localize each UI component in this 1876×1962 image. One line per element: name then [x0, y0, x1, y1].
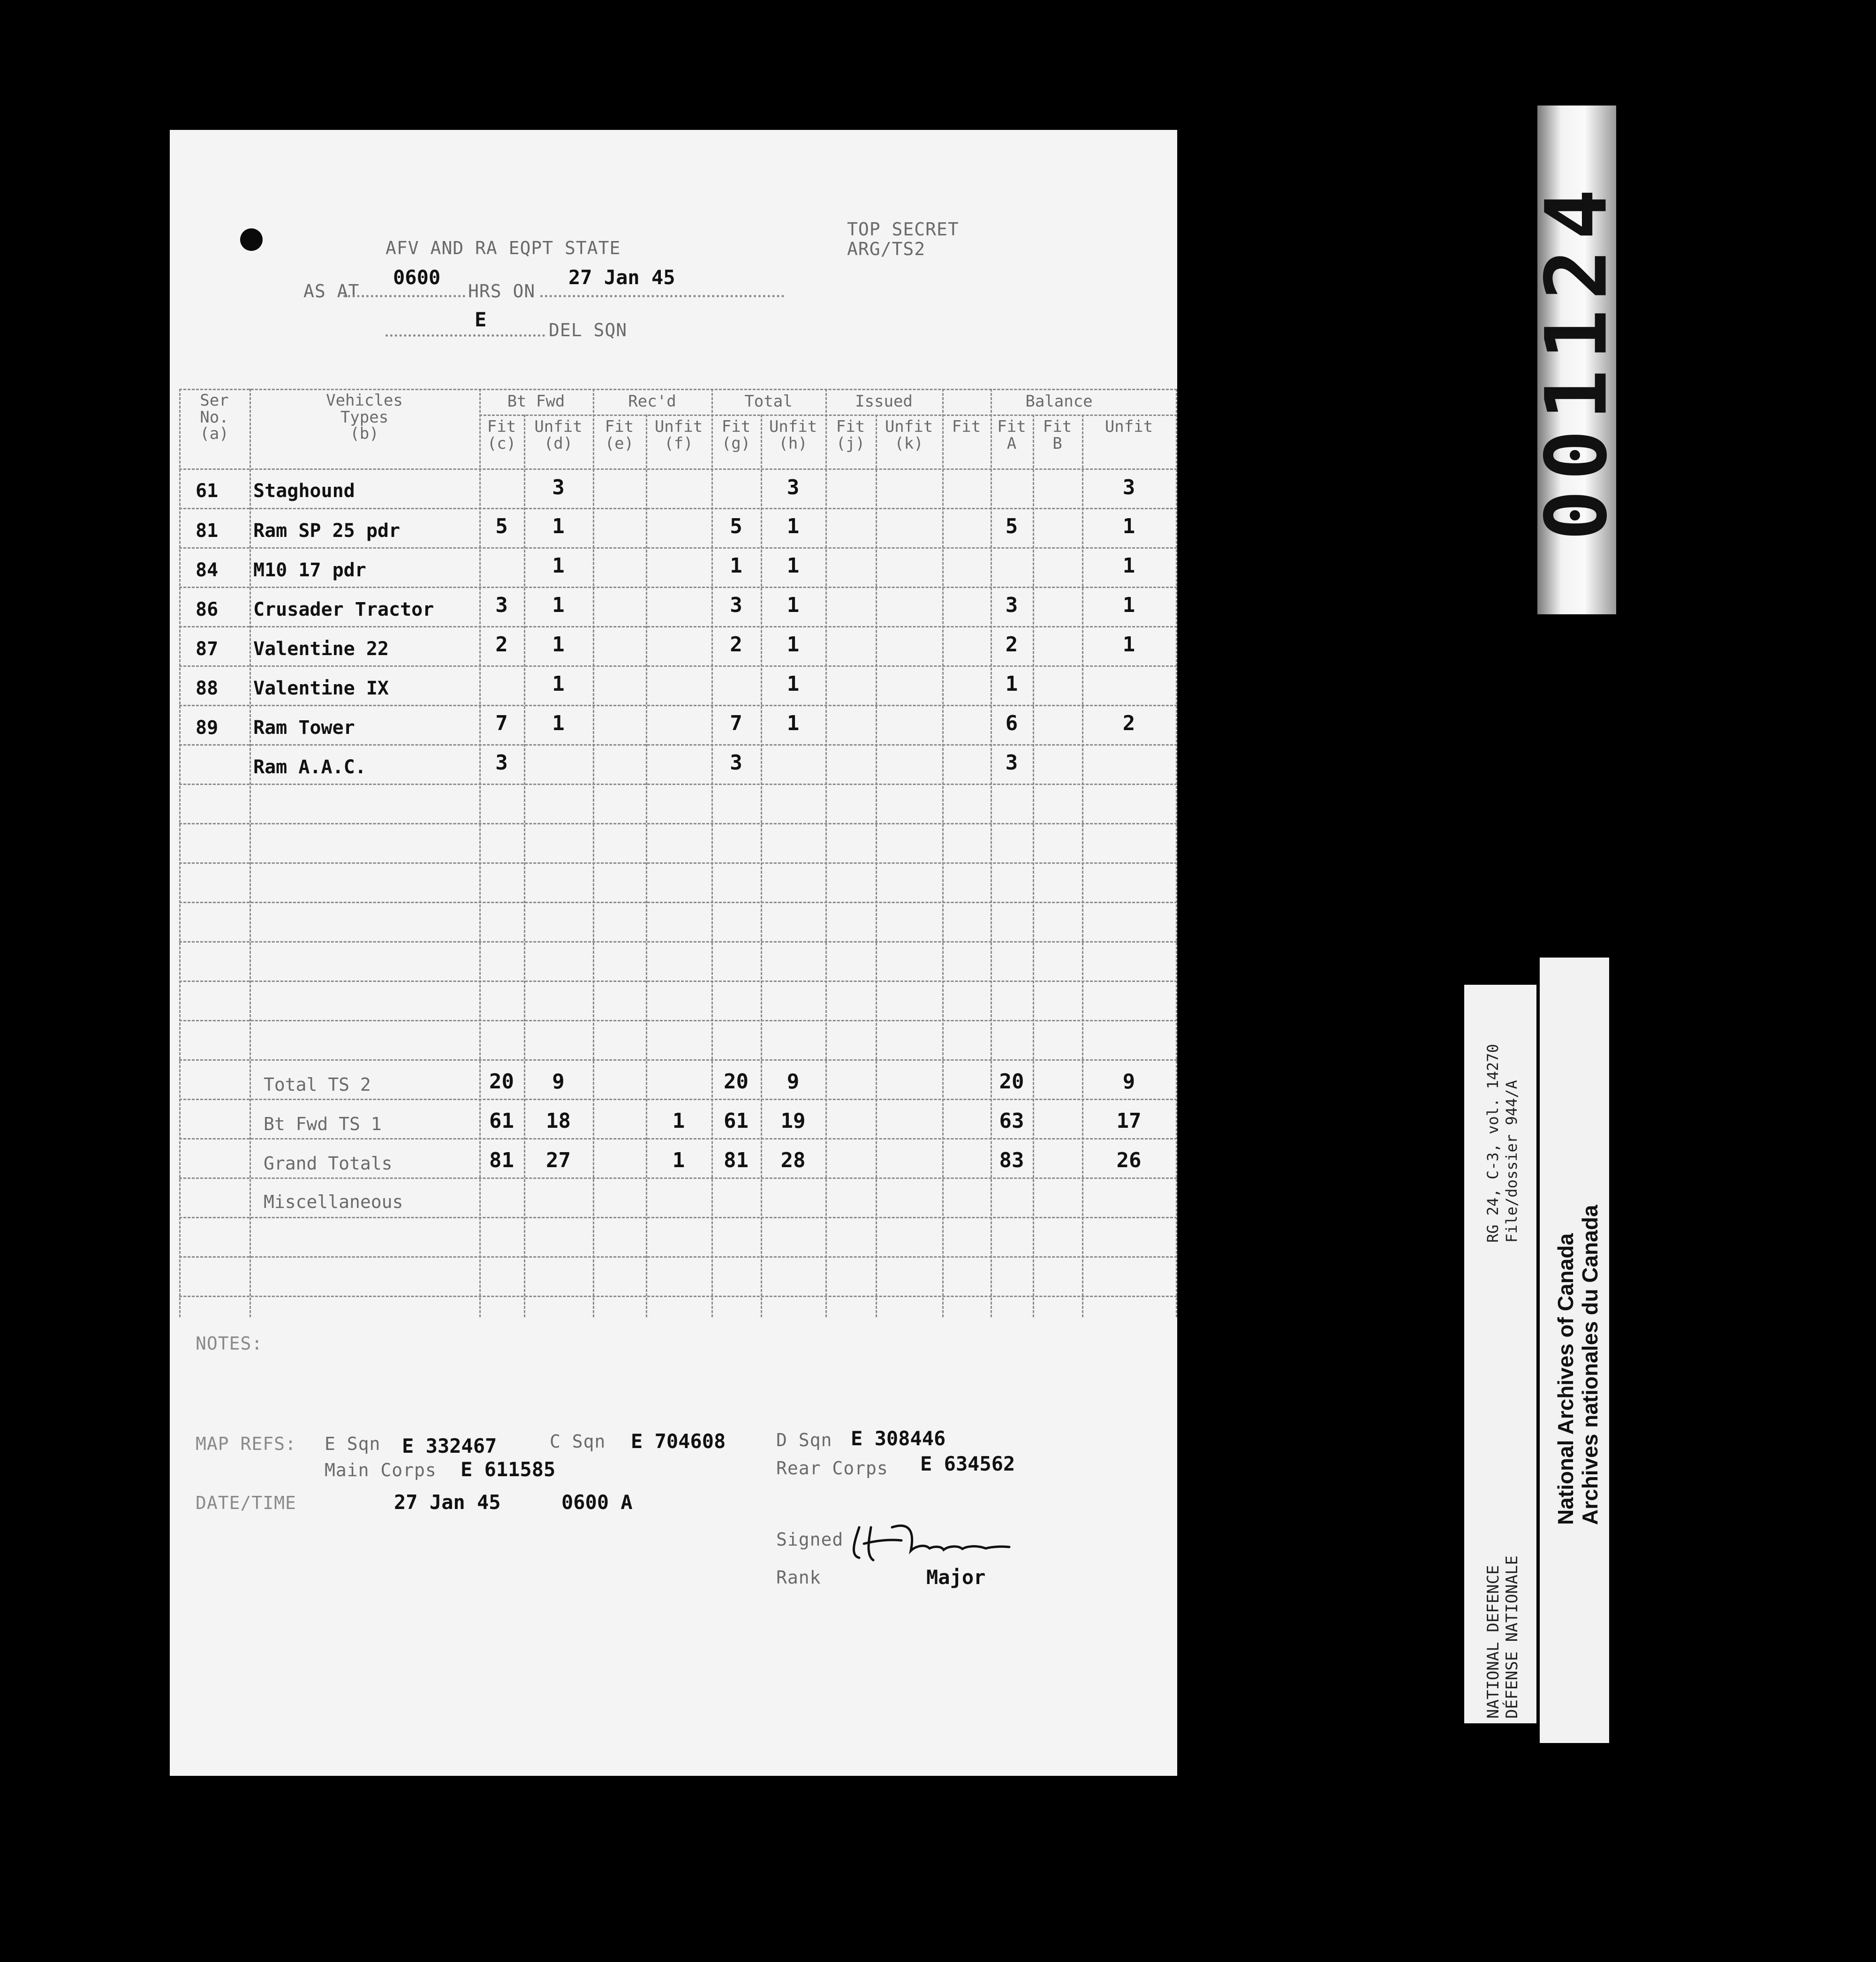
- as-at-label: AS AT: [303, 281, 360, 302]
- cell: 18: [546, 1109, 571, 1133]
- dotted-line: [386, 334, 545, 337]
- main-corps-ref: E 611585: [461, 1458, 556, 1481]
- subheader: Fit (e): [605, 417, 634, 453]
- dept-fr: DÉFENSE NATIONALE: [1503, 1555, 1521, 1719]
- vehicle-type: Ram Tower: [253, 717, 355, 739]
- cell: 27: [546, 1148, 571, 1172]
- cell: 9: [787, 1070, 800, 1094]
- subheader: Fit A: [997, 417, 1026, 453]
- ser-no: 86: [196, 599, 219, 620]
- cell: 5: [1005, 514, 1018, 538]
- e-sqn-ref: E 332467: [402, 1434, 497, 1457]
- ser-no: 87: [196, 638, 219, 660]
- subheader: Fit (g): [721, 417, 751, 453]
- signed-label: Signed: [776, 1529, 844, 1550]
- vehicle-type: Crusader Tractor: [253, 599, 434, 620]
- cell: 3: [730, 593, 742, 617]
- ser-no: 84: [196, 559, 219, 581]
- equipment-table: [179, 389, 1177, 1317]
- cell: 3: [1005, 751, 1018, 775]
- header-issued: Issued: [855, 392, 913, 411]
- dept-en: NATIONAL DEFENCE: [1484, 1565, 1503, 1719]
- cell: 1: [1122, 593, 1135, 617]
- cell: 1: [730, 554, 742, 578]
- subheader: Unfit (f): [654, 417, 703, 453]
- cell: 20: [724, 1070, 749, 1094]
- vehicle-type: Valentine 22: [253, 638, 389, 660]
- vehicle-type: Valentine IX: [253, 678, 389, 699]
- time-value-footer: 0600 A: [561, 1491, 633, 1514]
- misc-label: Miscellaneous: [264, 1192, 403, 1212]
- e-sqn-label: E Sqn: [325, 1434, 381, 1454]
- subheader: Unfit: [1104, 417, 1153, 436]
- ser-no: 88: [196, 678, 219, 699]
- frame-number-strip: [1528, 106, 1626, 614]
- punch-hole: [240, 228, 263, 251]
- vehicle-type: Staghound: [253, 480, 355, 502]
- cell: 1: [787, 514, 800, 538]
- cell: 9: [1122, 1070, 1135, 1094]
- document-page: [170, 130, 1177, 1776]
- subheader: Unfit (h): [769, 417, 817, 453]
- cell: 2: [1122, 711, 1135, 735]
- map-refs-label: MAP REFS:: [196, 1434, 296, 1454]
- date-value-footer: 27 Jan 45: [394, 1491, 501, 1514]
- cell: 1: [552, 593, 565, 617]
- cell: 7: [730, 711, 742, 735]
- archive-name-label: [1540, 958, 1609, 1743]
- hrs-on-label: HRS ON: [468, 281, 536, 302]
- cell: 1: [1005, 672, 1018, 696]
- cell: 1: [1122, 554, 1135, 578]
- cell: 3: [495, 593, 508, 617]
- cell: 1: [787, 633, 800, 657]
- header-recd: Rec'd: [628, 392, 676, 411]
- rank-value: Major: [926, 1566, 986, 1589]
- header-bt-fwd: Bt Fwd: [507, 392, 565, 411]
- subheader: Fit (c): [487, 417, 516, 453]
- main-corps-label: Main Corps: [325, 1460, 437, 1480]
- cell: 3: [495, 751, 508, 775]
- header-vehicles: Vehicles Types (b): [326, 391, 403, 444]
- cell: 20: [489, 1070, 514, 1094]
- ref-line-1: RG 24, C-3, vol. 14270: [1484, 1044, 1502, 1243]
- cell: 5: [495, 514, 508, 538]
- subheader: Unfit (d): [534, 417, 582, 453]
- ser-no: 89: [196, 717, 219, 739]
- form-ref: ARG/TS2: [847, 239, 926, 259]
- sqn-letter: E: [475, 308, 487, 331]
- subheader: Fit B: [1043, 417, 1072, 453]
- archive-name-en: National Archives of Canada: [1553, 1233, 1578, 1525]
- cell: 1: [552, 554, 565, 578]
- datetime-label: DATE/TIME: [196, 1493, 296, 1513]
- cell: 83: [999, 1148, 1024, 1172]
- header-balance: Balance: [1025, 392, 1093, 411]
- dotted-line: [540, 295, 784, 297]
- rear-corps-label: Rear Corps: [776, 1458, 888, 1479]
- cell: 81: [724, 1148, 749, 1172]
- c-sqn-ref: E 704608: [631, 1430, 726, 1453]
- cell: 2: [730, 633, 742, 657]
- ser-no: 61: [196, 480, 219, 502]
- cell: 1: [672, 1148, 685, 1172]
- d-sqn-ref: E 308446: [851, 1427, 946, 1450]
- ser-no: 81: [196, 520, 219, 542]
- total-ts2-label: Total TS 2: [264, 1074, 371, 1095]
- cell: 63: [999, 1109, 1024, 1133]
- cell: 61: [489, 1109, 514, 1133]
- ref-line-2: File/dossier 944/A: [1503, 1080, 1520, 1243]
- cell: 81: [489, 1148, 514, 1172]
- cell: 2: [1005, 633, 1018, 657]
- subheader: Fit: [952, 417, 981, 436]
- time-value: 0600: [393, 266, 441, 289]
- dotted-line: [343, 295, 465, 297]
- cell: 1: [552, 514, 565, 538]
- classification: TOP SECRET: [847, 219, 959, 240]
- cell: 3: [730, 751, 742, 775]
- cell: 9: [552, 1070, 565, 1094]
- cell: 7: [495, 711, 508, 735]
- cell: 1: [787, 554, 800, 578]
- archive-name-fr: Archives nationales du Canada: [1578, 1205, 1602, 1525]
- cell: 1: [672, 1109, 685, 1133]
- date-value: 27 Jan 45: [568, 266, 675, 289]
- archive-reference-label: [1464, 985, 1536, 1723]
- vehicle-type: Ram SP 25 pdr: [253, 520, 401, 542]
- cell: 3: [1122, 475, 1135, 499]
- cell: 3: [1005, 593, 1018, 617]
- frame-number: 001124: [1528, 179, 1626, 541]
- bt-fwd-ts1-label: Bt Fwd TS 1: [264, 1114, 382, 1134]
- vehicle-type: M10 17 pdr: [253, 559, 366, 581]
- cell: 1: [1122, 633, 1135, 657]
- cell: 61: [724, 1109, 749, 1133]
- cell: 1: [787, 672, 800, 696]
- cell: 20: [999, 1070, 1024, 1094]
- cell: 1: [552, 711, 565, 735]
- cell: 26: [1116, 1148, 1142, 1172]
- cell: 1: [552, 672, 565, 696]
- sqn-label: DEL SQN: [549, 320, 628, 340]
- header-total: Total: [744, 392, 793, 411]
- cell: 6: [1005, 711, 1018, 735]
- subheader: Unfit (k): [885, 417, 933, 453]
- grand-totals-label: Grand Totals: [264, 1153, 393, 1174]
- cell: 17: [1116, 1109, 1142, 1133]
- signature-image: [845, 1513, 1014, 1570]
- cell: 3: [787, 475, 800, 499]
- cell: 1: [787, 711, 800, 735]
- cell: 1: [552, 633, 565, 657]
- vehicle-type: Ram A.A.C.: [253, 756, 366, 778]
- cell: 1: [787, 593, 800, 617]
- cell: 3: [552, 475, 565, 499]
- cell: 2: [495, 633, 508, 657]
- form-title: AFV AND RA EQPT STATE: [386, 238, 621, 258]
- subheader: Fit (j): [836, 417, 865, 453]
- cell: 19: [780, 1109, 806, 1133]
- cell: 28: [780, 1148, 806, 1172]
- header-ser: Ser No. (a): [200, 391, 229, 444]
- rank-label: Rank: [776, 1567, 821, 1588]
- d-sqn-label: D Sqn: [776, 1430, 832, 1450]
- cell: 5: [730, 514, 742, 538]
- cell: 1: [1122, 514, 1135, 538]
- notes-label: NOTES:: [196, 1333, 263, 1354]
- rear-corps-ref: E 634562: [920, 1452, 1015, 1475]
- c-sqn-label: C Sqn: [550, 1431, 606, 1452]
